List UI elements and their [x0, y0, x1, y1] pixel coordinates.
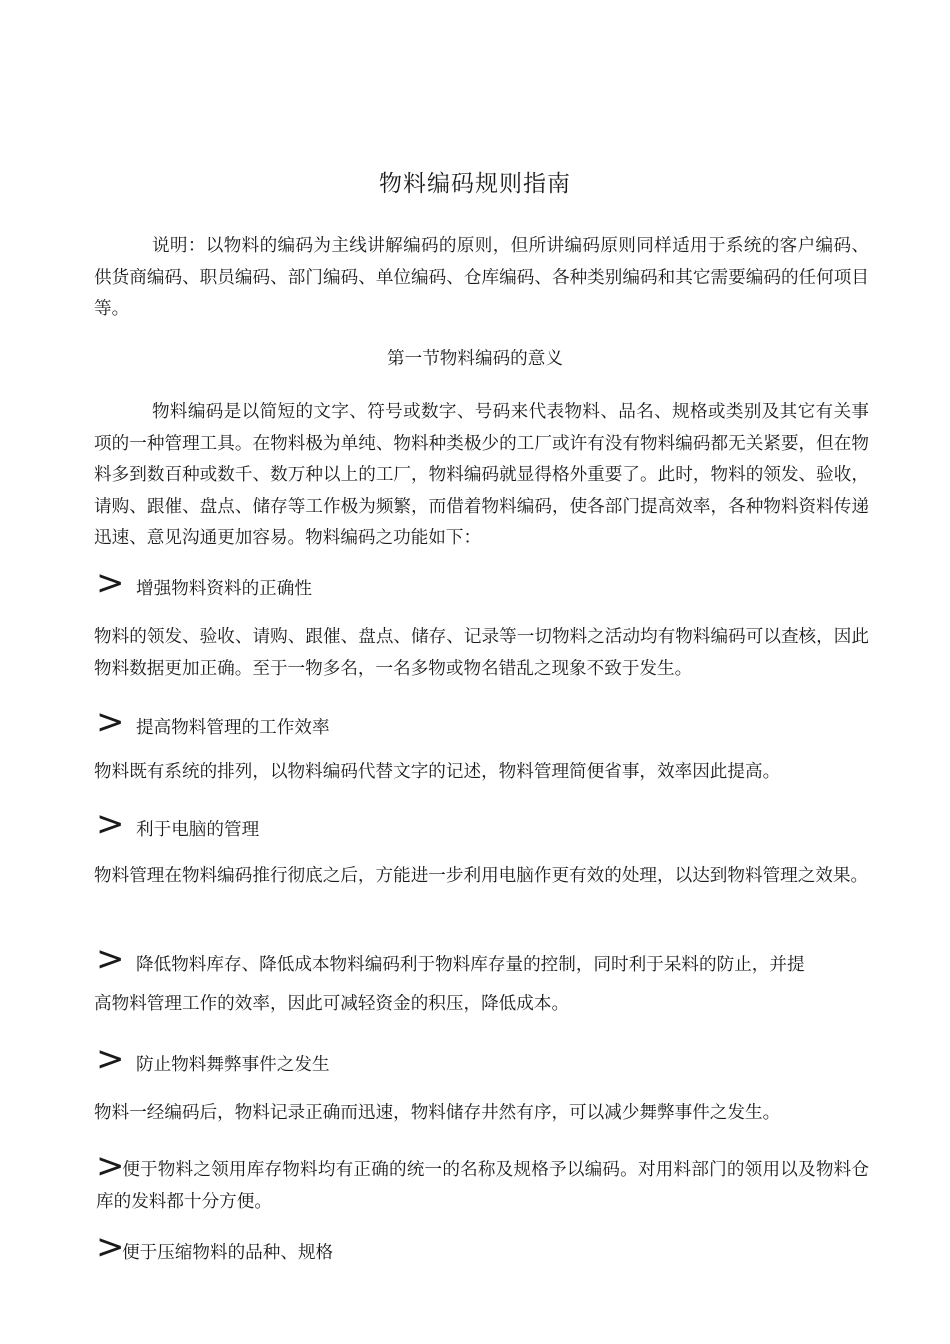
- bullet-heading: 降低物料库存、降低成本物料编码利于物料库存量的控制，同时利于呆料的防止，并提: [136, 954, 805, 975]
- bullet-item-3: [96, 804, 260, 844]
- bullet-heading: 增强物料资料的正确性: [136, 578, 312, 599]
- bullet-body: 物料的领发、验收、请购、跟催、盘点、储存、记录等一切物料之活动均有物料编码可以查核，因此物料数据更加正确。至于一物多名，一名多物或物名错乱之现象不致于发生。: [94, 627, 869, 679]
- bullet-item-5: [96, 1039, 330, 1079]
- chevron-right-icon: >: [96, 1227, 125, 1267]
- bullet-heading: 利于电脑的管理: [136, 819, 260, 840]
- chevron-right-icon: >: [96, 939, 125, 979]
- bullet-body: 物料一经编码后，物料记录正确而迅速，物料储存井然有序，可以减少舞弊事件之发生。: [94, 1103, 781, 1123]
- chevron-right-icon: >: [96, 1146, 125, 1186]
- chevron-right-icon: >: [96, 804, 125, 844]
- bullet-heading: 提高物料管理的工作效率: [136, 717, 330, 738]
- section-paragraph: 物料编码是以简短的文字、符号或数字、号码来代表物料、品名、规格或类别及其它有关事项的一种管理工具。在物料极为单纯、物料种类极少的工厂或许有没有物料编码都无关紧要，但在物料多到数百种或数千、数万种以上的工厂，物料编码就显得格外重要了。此时，物料的领发、验收，请购、跟催、盘点、储存等工作极为频繁，而借着物料编码，使各部门提高效率，各种物料资料传递迅速、意见沟通更加容易。物料编码之功能如下：: [94, 402, 869, 548]
- bullet-item-6: [96, 1146, 869, 1218]
- bullet-item-4: [94, 939, 869, 1015]
- intro-paragraph: 说明：以物料的编码为主线讲解编码的原则，但所讲编码原则同样适用于系统的客户编码、供货商编码、职员编码、部门编码、单位编码、仓库编码、各种类别编码和其它需要编码的任何项目等。: [94, 236, 869, 319]
- chevron-right-icon: >: [96, 1039, 125, 1079]
- bullet-heading: 便于物料之领用库存物料均有正确的统一的名称及规格予以编码。对用料部门的领用以及物料仓库的发料都十分方便。: [96, 1160, 869, 1212]
- bullet-body: 物料管理在物料编码推行彻底之后，方能进一步利用电脑作更有效的处理，以达到物料管理之效果。: [94, 866, 869, 886]
- chevron-right-icon: >: [96, 702, 125, 742]
- bullet-body: 高物料管理工作的效率，因此可减轻资金的积压，降低成本。: [94, 994, 570, 1014]
- bullet-heading: 便于压缩物料的品种、规格: [122, 1242, 334, 1263]
- bullet-item-7: [96, 1227, 334, 1267]
- page-title: 物料编码规则指南: [379, 171, 571, 197]
- bullet-item-1: [96, 563, 312, 603]
- chevron-right-icon: >: [96, 563, 125, 603]
- bullet-heading: 防止物料舞弊事件之发生: [136, 1054, 330, 1075]
- section-title: 第一节物料编码的意义: [387, 349, 563, 369]
- bullet-item-2: [96, 702, 330, 742]
- bullet-body: 物料既有系统的排列，以物料编码代替文字的记述，物料管理简便省事，效率因此提高。: [94, 762, 781, 782]
